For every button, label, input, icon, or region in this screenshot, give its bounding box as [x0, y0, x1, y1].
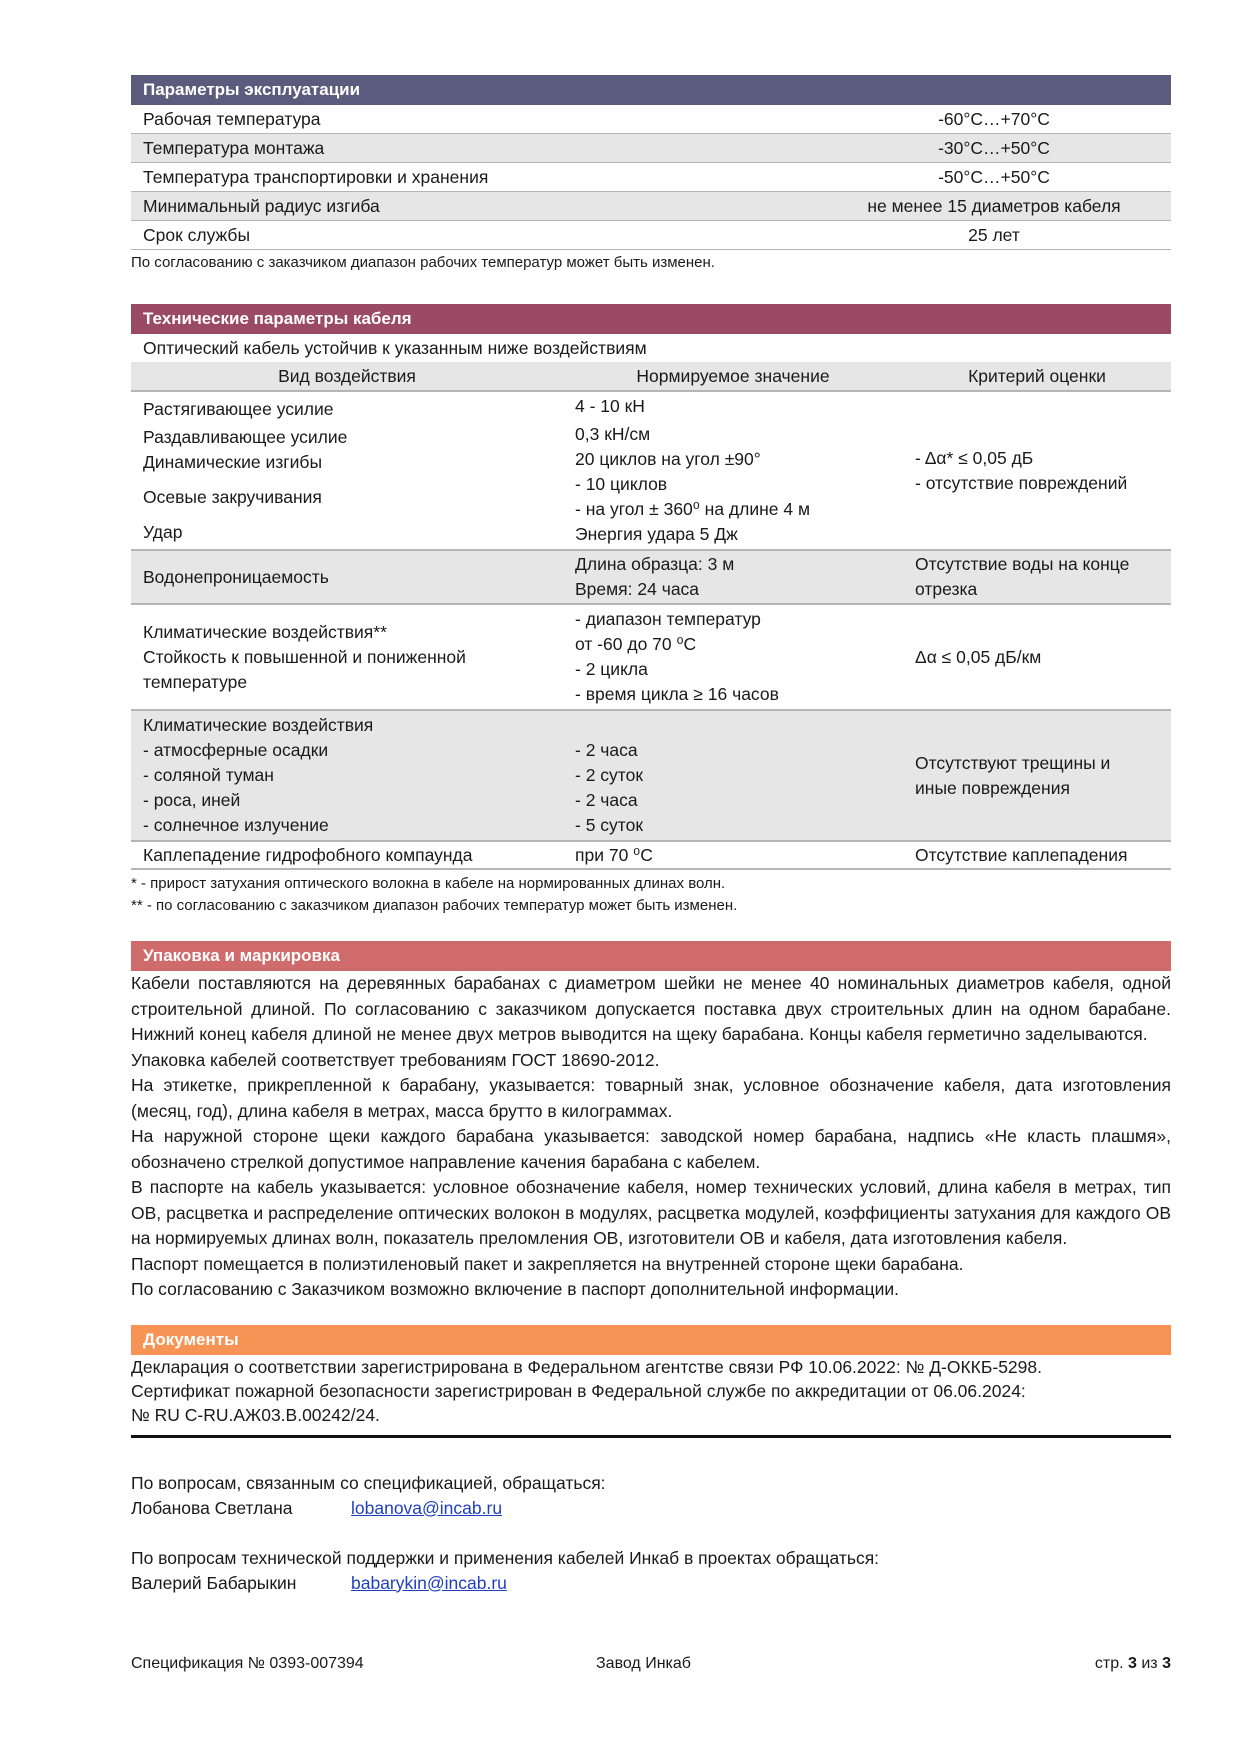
operation-note: По согласованию с заказчиком диапазон рабочих температур может быть изменен. — [131, 254, 715, 271]
documents-header: Документы — [131, 1325, 1171, 1355]
table-row — [131, 163, 1171, 192]
page-prefix: стр. — [1094, 1655, 1124, 1672]
table-row — [131, 841, 1171, 869]
table-row — [131, 105, 1171, 134]
table-row — [131, 550, 1171, 604]
impact-name: Климатические воздействия — [143, 715, 374, 735]
impact-name: Каплепадение гидрофобного компаунда — [131, 841, 563, 869]
impact-value: 0,3 кН/см — [575, 424, 651, 444]
impact-value: - время цикла ≥ 16 часов — [575, 684, 779, 704]
packaging-paragraph: Кабели поставляются на деревянных барабанах с диаметром шейки не менее 40 номинальных диаметров кабеля, одной строительной длиной. По согласованию с заказчиком допускается поставка двух строительных длин на одном барабане. Нижний конец кабеля длиной не менее двух метров выводится на щеку барабана. Концы кабеля герметично заделываются. — [131, 973, 1171, 1044]
param-name: Температура транспортировки и хранения — [131, 163, 817, 192]
footnote-2: ** - по согласованию с заказчиком диапазон рабочих температур может быть изменен. — [131, 897, 738, 914]
impact-name: Удар — [143, 521, 183, 542]
contacts — [131, 1471, 1171, 1596]
page-total: 3 — [1162, 1655, 1171, 1672]
table-row — [131, 134, 1171, 163]
table-row — [131, 391, 1171, 550]
operation-table — [131, 105, 1171, 250]
table-row — [131, 192, 1171, 221]
packaging-paragraph: На этикетке, прикрепленной к барабану, указывается: товарный знак, условное обозначение кабеля, дата изготовления (месяц, год), длина кабеля в метрах, масса брутто в килограммах. — [131, 1075, 1171, 1121]
param-name: Срок службы — [131, 221, 817, 250]
table-row — [131, 334, 1171, 362]
table-row — [131, 710, 1171, 841]
document-line: Сертификат пожарной безопасности зарегистрирован в Федеральной службе по аккредитации от 06.06.2024: — [131, 1380, 1026, 1401]
impact-value: - диапазон температур — [575, 609, 761, 629]
packaging-paragraph: На наружной стороне щеки каждого барабана указывается: заводской номер барабана, надпись «Не класть плашмя», обозначено стрелкой допустимое направление качения барабана с кабелем. — [131, 1126, 1171, 1172]
impact-criterion: Отсутствие каплепадения — [903, 841, 1171, 869]
support-contact-name: Валерий Бабарыкин — [131, 1572, 297, 1593]
spec-number: Спецификация № 0393-007394 — [131, 1655, 364, 1672]
support-contact-email-link[interactable]: babarykin@incab.ru — [351, 1572, 507, 1593]
param-value: -30°C…+50°C — [817, 134, 1171, 163]
packaging-paragraph: Паспорт помещается в полиэтиленовый пакет и закрепляется на внутренней стороне щеки барабана. — [131, 1253, 964, 1274]
column-headers — [131, 362, 1171, 391]
documents-text — [131, 1355, 1171, 1427]
tech-header: Технические параметры кабеля — [131, 304, 1171, 334]
param-name: Температура монтажа — [131, 134, 817, 163]
table-row — [131, 221, 1171, 250]
impact-criterion: Отсутствуют трещины и — [915, 752, 1111, 773]
document-page — [131, 75, 1171, 1596]
col-impact: Вид воздействия — [131, 362, 563, 391]
impact-criterion: Отсутствие воды на конце — [915, 554, 1130, 574]
impact-value: 4 - 10 кН — [575, 396, 645, 416]
impact-value: - 2 часа — [575, 790, 638, 810]
impact-value: - 2 цикла — [575, 659, 648, 679]
divider — [131, 1435, 1171, 1438]
impact-name: Растягивающее усилие — [143, 398, 334, 419]
page-footer — [131, 1655, 1171, 1679]
operation-header: Параметры эксплуатации — [131, 75, 1171, 105]
impact-criterion: - отсутствие повреждений — [915, 472, 1128, 493]
impact-name: - атмосферные осадки — [143, 740, 329, 760]
impact-value: от -60 до 70 ⁰С — [575, 634, 697, 654]
col-value: Нормируемое значение — [563, 362, 903, 391]
document-line: Декларация о соответствии зарегистрирована в Федеральном агентстве связи РФ 10.06.2022: № Д-ОККБ-5298. — [131, 1356, 1042, 1377]
impact-name: Раздавливающее усилие — [143, 426, 348, 447]
impact-name: Климатические воздействия** — [143, 621, 387, 642]
impact-value: при 70 ⁰С — [563, 841, 903, 869]
impact-criterion: - Δα* ≤ 0,05 дБ — [915, 447, 1034, 468]
spec-contact-name: Лобанова Светлана — [131, 1497, 293, 1518]
packaging-paragraph: По согласованию с Заказчиком возможно включение в паспорт дополнительной информации. — [131, 1279, 900, 1299]
param-value: -60°C…+70°C — [817, 105, 1171, 134]
col-criterion: Критерий оценки — [903, 362, 1171, 391]
document-line: № RU C-RU.АЖ03.В.00242/24. — [131, 1404, 380, 1425]
impact-name: - солнечное излучение — [143, 815, 329, 835]
impact-value: Длина образца: 3 м — [575, 554, 735, 574]
impact-value: - 2 суток — [575, 765, 643, 785]
table-row — [131, 604, 1171, 710]
param-name: Рабочая температура — [131, 105, 817, 134]
impact-name: Осевые закручивания — [143, 486, 322, 507]
impact-criterion: отрезка — [915, 579, 978, 599]
packaging-text — [131, 971, 1171, 1303]
param-value: 25 лет — [817, 221, 1171, 250]
impact-criterion: Δα ≤ 0,05 дБ/км — [903, 604, 1171, 710]
impact-value: 20 циклов на угол ±90° — [575, 449, 761, 469]
impact-value: - 5 суток — [575, 815, 643, 835]
tech-intro: Оптический кабель устойчив к указанным ниже воздействиям — [143, 337, 647, 358]
impact-value: - 10 циклов — [575, 474, 668, 494]
spec-contact-text: По вопросам, связанным со спецификацией, обращаться: — [131, 1472, 606, 1493]
spec-contact-email-link[interactable]: lobanova@incab.ru — [351, 1497, 503, 1518]
impact-value: - на угол ± 360⁰ на длине 4 м — [575, 499, 811, 519]
impact-name: температуре — [143, 671, 248, 692]
param-name: Минимальный радиус изгиба — [131, 192, 817, 221]
packaging-paragraph: В паспорте на кабель указывается: условное обозначение кабеля, номер технических условий, длина кабеля в метрах, тип ОВ, расцветка и распределение оптических волокон в модулях, расцветка модулей, коэффициенты затухания для каждого ОВ на нормируемых длинах волн, показатель преломления ОВ, изготовители ОВ и кабеля, дата изготовления кабеля. — [131, 1177, 1171, 1248]
footnote-1: * - прирост затухания оптического волокна в кабеле на нормированных длинах волн. — [131, 875, 726, 892]
tech-table — [131, 334, 1171, 870]
page-number — [1095, 1655, 1171, 1673]
page-current: 3 — [1128, 1655, 1137, 1672]
impact-value: Энергия удара 5 Дж — [575, 524, 738, 544]
impact-name: - соляной туман — [143, 765, 274, 785]
company-name: Завод Инкаб — [596, 1655, 691, 1672]
packaging-header: Упаковка и маркировка — [131, 941, 1171, 971]
impact-value: - 2 часа — [575, 740, 638, 760]
impact-value: Время: 24 часа — [575, 579, 700, 599]
impact-name: Динамические изгибы — [143, 451, 323, 472]
impact-name: - роса, иней — [143, 790, 241, 810]
impact-criterion: иные повреждения — [915, 777, 1070, 798]
packaging-paragraph: Упаковка кабелей соответствует требованиям ГОСТ 18690-2012. — [131, 1049, 660, 1070]
support-contact-text: По вопросам технической поддержки и применения кабелей Инкаб в проектах обращаться: — [131, 1547, 880, 1568]
param-value: не менее 15 диаметров кабеля — [817, 192, 1171, 221]
impact-name: Стойкость к повышенной и пониженной — [143, 646, 466, 667]
param-value: -50°C…+50°C — [817, 163, 1171, 192]
page-sep: из — [1141, 1655, 1158, 1672]
impact-name: Водонепроницаемость — [131, 550, 563, 604]
